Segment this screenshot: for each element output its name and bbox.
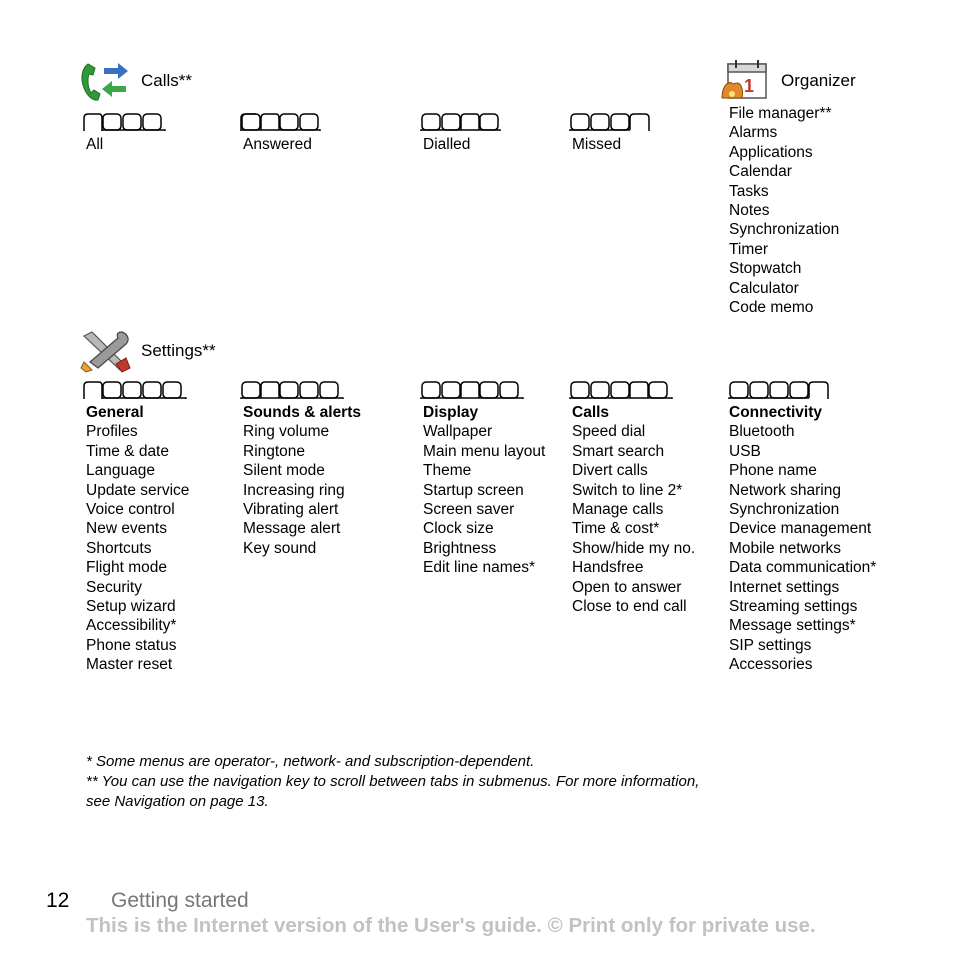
footnote: ** You can use the navigation key to scroll between tabs in submenus. For more information,: [86, 772, 700, 790]
menu-item[interactable]: Key sound: [243, 539, 317, 557]
menu-item[interactable]: Profiles: [86, 423, 138, 441]
menu-item[interactable]: Ringtone: [243, 442, 306, 460]
menu-item[interactable]: Edit line names*: [423, 559, 536, 577]
settings-column-sounds: [243, 403, 361, 558]
menu-item[interactable]: Screen saver: [423, 500, 515, 518]
menu-item[interactable]: Device management: [729, 520, 872, 538]
menu-item[interactable]: Accessories: [729, 656, 813, 674]
menu-item[interactable]: Clock size: [423, 520, 494, 538]
menu-item[interactable]: Vibrating alert: [243, 500, 339, 518]
organizer-item[interactable]: Timer: [729, 240, 769, 258]
footnote: * Some menus are operator-, network- and subscription-dependent.: [86, 753, 535, 770]
menu-item[interactable]: Silent mode: [243, 462, 325, 480]
menu-item[interactable]: Voice control: [86, 500, 175, 518]
settings-column-connectivity: [729, 403, 876, 674]
organizer-item[interactable]: Alarms: [729, 124, 778, 142]
menu-item[interactable]: Mobile networks: [729, 539, 841, 557]
organizer-item[interactable]: File manager**: [729, 105, 832, 122]
menu-item[interactable]: Message settings*: [729, 617, 856, 635]
settings-tabs-calls[interactable]: [569, 378, 675, 400]
organizer-item[interactable]: Stopwatch: [729, 260, 802, 278]
settings-tabs-sounds[interactable]: [240, 378, 346, 400]
menu-item[interactable]: Manage calls: [572, 500, 664, 518]
column-heading[interactable]: Display: [423, 404, 479, 421]
menu-item[interactable]: Increasing ring: [243, 481, 345, 499]
settings-title: Settings**: [141, 341, 216, 360]
calls-tabs-all[interactable]: [83, 110, 167, 132]
menu-item[interactable]: Phone name: [729, 462, 817, 480]
menu-item[interactable]: Shortcuts: [86, 539, 152, 557]
organizer-title: Organizer: [781, 71, 856, 90]
organizer-item[interactable]: Calendar: [729, 163, 792, 181]
calls-tabs-dialled[interactable]: [420, 110, 504, 132]
menu-item[interactable]: Main menu layout: [423, 442, 546, 460]
menu-item[interactable]: Theme: [423, 462, 472, 480]
tab-answered[interactable]: Answered: [243, 136, 312, 153]
calls-title: Calls**: [141, 71, 193, 90]
menu-item[interactable]: Setup wizard: [86, 597, 176, 615]
settings-column-general: [86, 403, 189, 674]
menu-item[interactable]: Data communication*: [729, 559, 877, 577]
tab-missed[interactable]: Missed: [572, 136, 622, 153]
menu-item[interactable]: Language: [86, 462, 155, 480]
settings-column-calls: [572, 403, 695, 616]
column-heading[interactable]: Connectivity: [729, 404, 823, 421]
tab-dialled[interactable]: Dialled: [423, 136, 471, 153]
menu-item[interactable]: Synchronization: [729, 500, 840, 518]
menu-item[interactable]: Close to end call: [572, 597, 687, 615]
calls-icon: [78, 60, 130, 109]
tab-all[interactable]: All: [86, 136, 104, 153]
organizer-icon: [718, 58, 772, 107]
settings-icon: [78, 328, 132, 379]
menu-item[interactable]: Speed dial: [572, 423, 646, 441]
menu-item[interactable]: Master reset: [86, 656, 173, 674]
menu-item[interactable]: Wallpaper: [423, 423, 493, 441]
menu-item[interactable]: Internet settings: [729, 578, 840, 596]
menu-item[interactable]: Bluetooth: [729, 423, 795, 441]
calls-tabs-answered[interactable]: [240, 110, 324, 132]
menu-item[interactable]: Smart search: [572, 442, 665, 460]
menu-item[interactable]: Time & cost*: [572, 520, 660, 538]
menu-item[interactable]: Phone status: [86, 636, 177, 654]
organizer-item[interactable]: Code memo: [729, 298, 814, 316]
organizer-item[interactable]: Notes: [729, 201, 770, 219]
menu-item[interactable]: Brightness: [423, 539, 497, 557]
menu-item[interactable]: Time & date: [86, 442, 169, 460]
menu-item[interactable]: Security: [86, 578, 142, 596]
menu-item[interactable]: Open to answer: [572, 578, 682, 596]
menu-item[interactable]: Show/hide my no.: [572, 539, 696, 557]
svg-text:1: 1: [743, 76, 755, 96]
menu-item[interactable]: Flight mode: [86, 559, 167, 577]
menu-item[interactable]: Startup screen: [423, 481, 524, 499]
organizer-item[interactable]: Calculator: [729, 279, 799, 297]
organizer-menu: [729, 104, 839, 317]
settings-tabs-connectivity[interactable]: [728, 378, 834, 400]
settings-tabs-display[interactable]: [420, 378, 526, 400]
menu-item[interactable]: Divert calls: [572, 462, 648, 480]
menu-item[interactable]: SIP settings: [729, 636, 812, 654]
section-name: Getting started: [111, 889, 249, 912]
menu-item[interactable]: Update service: [86, 481, 190, 499]
menu-item[interactable]: Ring volume: [243, 423, 330, 441]
page-number: 12: [46, 889, 70, 912]
organizer-item[interactable]: Applications: [729, 143, 813, 161]
menu-item[interactable]: USB: [729, 442, 761, 460]
menu-item[interactable]: New events: [86, 520, 167, 538]
menu-item[interactable]: Network sharing: [729, 481, 841, 499]
organizer-item[interactable]: Synchronization: [729, 221, 840, 239]
settings-tabs-general[interactable]: [83, 378, 189, 400]
menu-item[interactable]: Switch to line 2*: [572, 481, 683, 499]
footnotes: [86, 752, 699, 811]
organizer-item[interactable]: Tasks: [729, 182, 769, 200]
settings-column-display: [423, 403, 545, 578]
column-heading[interactable]: General: [86, 404, 144, 421]
menu-item[interactable]: Streaming settings: [729, 597, 858, 615]
menu-item[interactable]: Handsfree: [572, 559, 644, 577]
footnote: see Navigation on page 13.: [86, 792, 269, 810]
calls-tabs-missed[interactable]: [569, 110, 653, 132]
menu-item[interactable]: Message alert: [243, 520, 341, 538]
menu-item[interactable]: Accessibility*: [86, 617, 177, 635]
column-heading[interactable]: Calls: [572, 404, 610, 421]
internet-version-banner: This is the Internet version of the User's guide. © Print only for private use.: [86, 914, 816, 937]
column-heading[interactable]: Sounds & alerts: [243, 404, 361, 421]
